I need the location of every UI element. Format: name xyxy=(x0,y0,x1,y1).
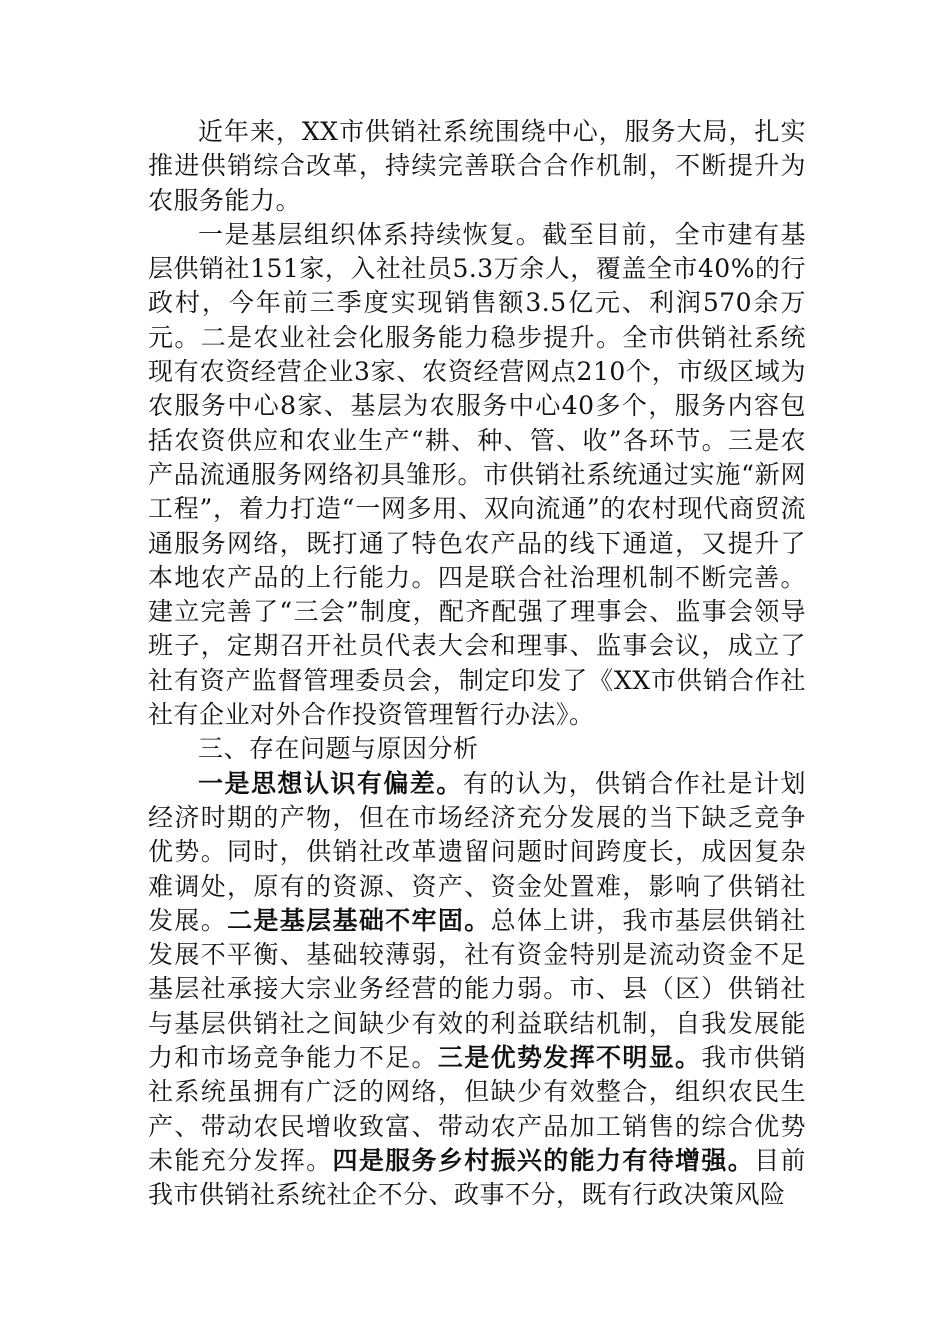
document-page xyxy=(148,115,806,1213)
problem-2-text: 总体上讲，我市基层供销社发展不平衡、基础较薄弱，社有资金特别是流动资金不足基层社承接大宗业务经营的能力弱。市、县（区）供销社与基层供销社之间缺少有效的利益联结机制，自我发展能力和市场竞争能力不足。 xyxy=(148,905,806,1073)
problems-paragraph xyxy=(148,767,806,1213)
problem-3-text: 我市供销社系统虽拥有广泛的网络，但缺少有效整合，组织农民生产、带动农民增收致富、带动农产品加工销售的综合优势未能充分发挥。 xyxy=(148,1043,806,1175)
problem-1-text: 有的认为，供销合作社是计划经济时期的产物，但在市场经济充分发展的当下缺乏竞争优势。同时，供销社改革遗留问题时间跨度长，成因复杂难调处，原有的资源、资产、资金处置难，影响了供销社发展。 xyxy=(148,768,806,935)
problem-3-lead: 三是优势发挥不明显。 xyxy=(437,1043,702,1073)
achievements-paragraph: 一是基层组织体系持续恢复。截至目前，全市建有基层供销社151家，入社社员5.3万余人，覆盖全市40%的行政村，今年前三季度实现销售额3.5亿元、利润570余万元。二是农业社会化服务能力稳步提升。全市供销社系统现有农资经营企业3家、农资经营网点210个，市级区域为农服务中心8家、基层为农服务中心40多个，服务内容包括农资供应和农业生产“耕、种、管、收”各环节。三是农产品流通服务网络初具雏形。市供销社系统通过实施“新网工程”，着力打造“一网多用、双向流通”的农村现代商贸流通服务网络，既打通了特色农产品的线下通道，又提升了本地农产品的上行能力。四是联合社治理机制不断完善。建立完善了“三会”制度，配齐配强了理事会、监事会领导班子，定期召开社员代表大会和理事、监事会议，成立了社有资产监督管理委员会，制定印发了《XX市供销合作社社有企业对外合作投资管理暂行办法》。 xyxy=(148,219,806,730)
problem-4-lead: 四是服务乡村振兴的能力有待增强。 xyxy=(332,1145,755,1175)
problem-2-lead: 二是基层基础不牢固。 xyxy=(227,905,491,935)
section-heading-problems: 三、存在问题与原因分析 xyxy=(198,734,479,764)
problem-1-lead: 一是思想认识有偏差。 xyxy=(198,768,463,798)
problem-4-text: 目前我市供销社系统社企不分、政事不分，既有行政决策风险 xyxy=(148,1145,806,1210)
intro-paragraph: 近年来，XX市供销社系统围绕中心，服务大局，扎实推进供销综合改革，持续完善联合合作机制，不断提升为农服务能力。 xyxy=(148,117,806,215)
